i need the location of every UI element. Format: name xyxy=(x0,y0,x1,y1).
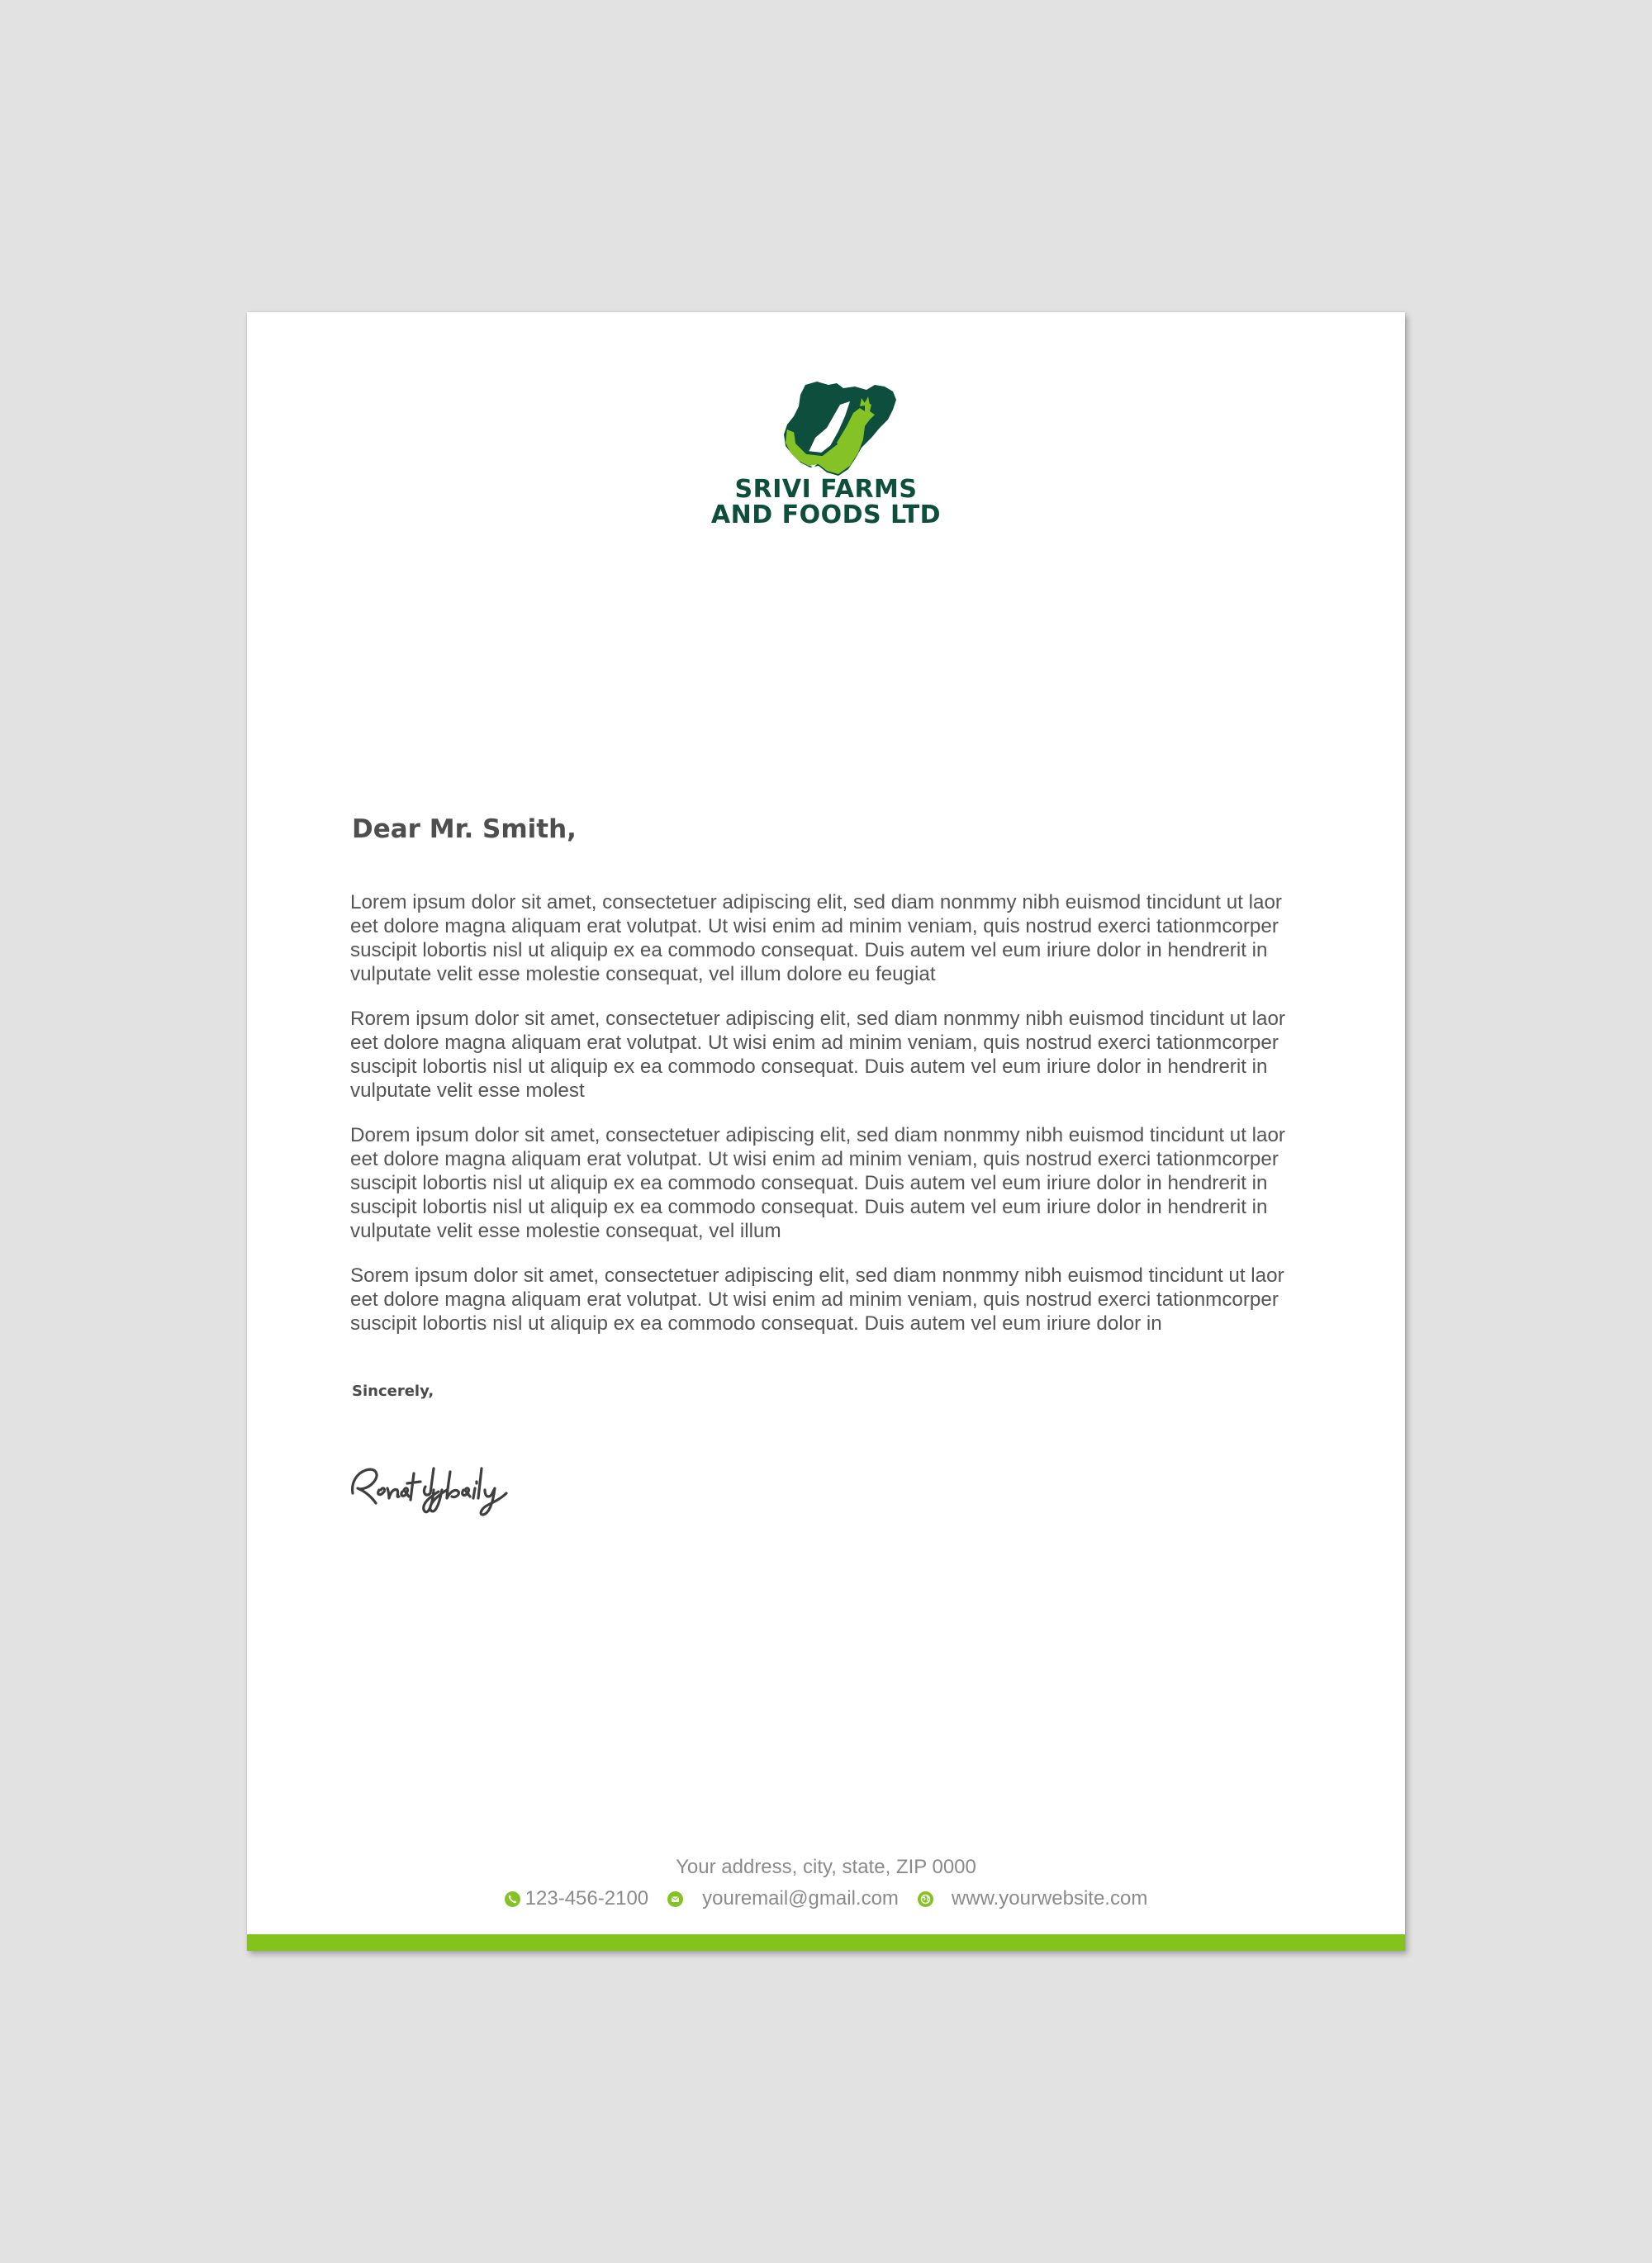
company-name-line1: SRIVI FARMS xyxy=(734,475,918,504)
phone-number[interactable]: 123-456-2100 xyxy=(525,1887,649,1910)
contact-website xyxy=(918,1886,1147,1912)
paragraph: Lorem ipsum dolor sit amet, consectetuer adipiscing elit, sed diam nonmmy nibh euismod tincidunt ut laor eet dolore magna aliquam erat volutpat. Ut wisi enim ad minim veniam, quis nostrud exerci tationmcorper suscipit lobortis nisl ut aliquip ex ea commodo consequat. Duis autem vel eum iriure dolor in hendrerit in vulputate velit esse molestie consequat, vel illum dolore eu feugiat xyxy=(350,891,1282,985)
closing: Sincerely, xyxy=(352,1383,434,1400)
footer xyxy=(247,1854,1405,1912)
letterhead-page xyxy=(247,312,1405,1951)
footer-accent-bar xyxy=(247,1934,1405,1951)
contact-email xyxy=(667,1886,899,1912)
nigeria-map-rooster-icon xyxy=(779,380,901,477)
letter-body xyxy=(350,890,1308,1356)
contact-phone xyxy=(505,1886,648,1912)
paragraph: Dorem ipsum dolor sit amet, consectetuer adipiscing elit, sed diam nonmmy nibh euismod tincidunt ut laor eet dolore magna aliquam erat volutpat. Ut wisi enim ad minim veniam, quis nostrud exerci tationmcorper suscipit lobortis nisl ut aliquip ex ea commodo consequat. Duis autem vel eum iriure dolor in hendrerit in suscipit lobortis nisl ut aliquip ex ea commodo consequat. Duis autem vel eum iriure dolor in hendrerit in vulputate velit esse molestie consequat, vel illum xyxy=(350,1124,1285,1242)
email-icon xyxy=(667,1891,683,1907)
website-url[interactable]: www.yourwebsite.com xyxy=(951,1887,1148,1910)
globe-icon xyxy=(918,1891,933,1907)
phone-icon xyxy=(505,1891,520,1907)
footer-contacts xyxy=(247,1886,1405,1912)
footer-address: Your address, city, state, ZIP 0000 xyxy=(676,1856,976,1878)
company-name-line2: AND FOODS LTD xyxy=(710,501,942,529)
signature xyxy=(348,1450,546,1516)
email-address[interactable]: youremail@gmail.com xyxy=(702,1887,899,1910)
company-logo xyxy=(247,380,1405,537)
paragraph: Sorem ipsum dolor sit amet, consectetuer adipiscing elit, sed diam nonmmy nibh euismod tincidunt ut laor eet dolore magna aliquam erat volutpat. Ut wisi enim ad minim veniam, quis nostrud exerci tationmcorper suscipit lobortis nisl ut aliquip ex ea commodo consequat. Duis autem vel eum iriure dolor in xyxy=(350,1264,1284,1335)
salutation: Dear Mr. Smith, xyxy=(352,814,577,844)
paragraph: Rorem ipsum dolor sit amet, consectetuer adipiscing elit, sed diam nonmmy nibh euismod tincidunt ut laor eet dolore magna aliquam erat volutpat. Ut wisi enim ad minim veniam, quis nostrud exerci tationmcorper suscipit lobortis nisl ut aliquip ex ea commodo consequat. Duis autem vel eum iriure dolor in hendrerit in vulputate velit esse molest xyxy=(350,1008,1285,1102)
